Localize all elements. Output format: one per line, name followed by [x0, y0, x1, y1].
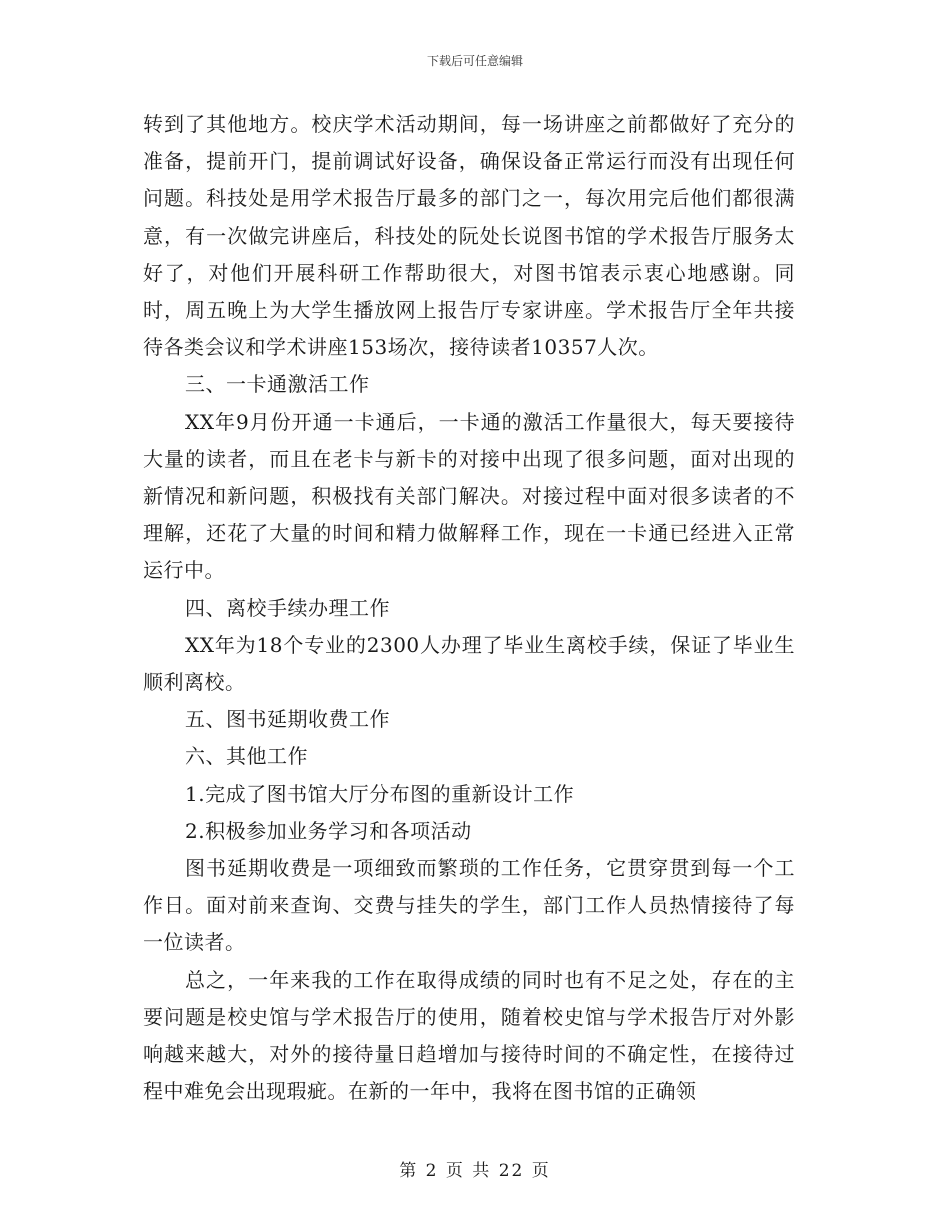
paragraph-card-activation: XX年9月份开通一卡通后，一卡通的激活工作量很大，每天要接待大量的读者，而且在老卡与新卡的对接中出现了很多问题，面对出现的新情况和新问题，积极找有关部门解决。对接过程中面对很多读者的不理解，还花了大量的时间和精力做解释工作，现在一卡通已经进入正常运行中。	[143, 409, 795, 583]
paragraph-graduation: XX年为18个专业的2300人办理了毕业生离校手续，保证了毕业生顺利离校。	[143, 632, 795, 695]
paragraph-fees: 图书延期收费是一项细致而繁琐的工作任务，它贯穿贯到每一个工作日。面对前来查询、交费与挂失的学生，部门工作人员热情接待了每一位读者。	[143, 856, 795, 955]
paragraph-1: 转到了其他地方。校庆学术活动期间，每一场讲座之前都做好了充分的准备，提前开门，提前调试好设备，确保设备正常运行而没有出现任何问题。科技处是用学术报告厅最多的部门之一，每次用完后他们都很满意，有一次做完讲座后，科技处的阮处长说图书馆的学术报告厅服务太好了，对他们开展科研工作帮助很大，对图书馆表示衷心地感谢。同时，周五晚上为大学生播放网上报告厅专家讲座。学术报告厅全年共接待各类会议和学术讲座153场次，接待读者10357人次。	[143, 112, 795, 360]
section-heading-3: 三、一卡通激活工作	[185, 372, 370, 397]
section-heading-6: 六、其他工作	[185, 744, 308, 769]
paragraph-summary: 总之，一年来我的工作在取得成绩的同时也有不足之处，存在的主要问题是校史馆与学术报告厅的使用，随着校史馆与学术报告厅对外影响越来越大，对外的接待量日趋增加与接待时间的不确定性，在接待过程中难免会出现瑕疵。在新的一年中，我将在图书馆的正确领	[143, 967, 795, 1104]
section-heading-5: 五、图书延期收费工作	[185, 707, 390, 732]
page-header: 下载后可任意编辑	[426, 54, 523, 68]
section-heading-4: 四、离校手续办理工作	[185, 595, 390, 620]
list-item-1: 1.完成了图书馆大厅分布图的重新设计工作	[185, 781, 575, 806]
list-item-2: 2.积极参加业务学习和各项活动	[185, 818, 472, 843]
page-number: 第 2 页 共 22 页	[399, 1161, 551, 1181]
document-body	[143, 106, 795, 1110]
